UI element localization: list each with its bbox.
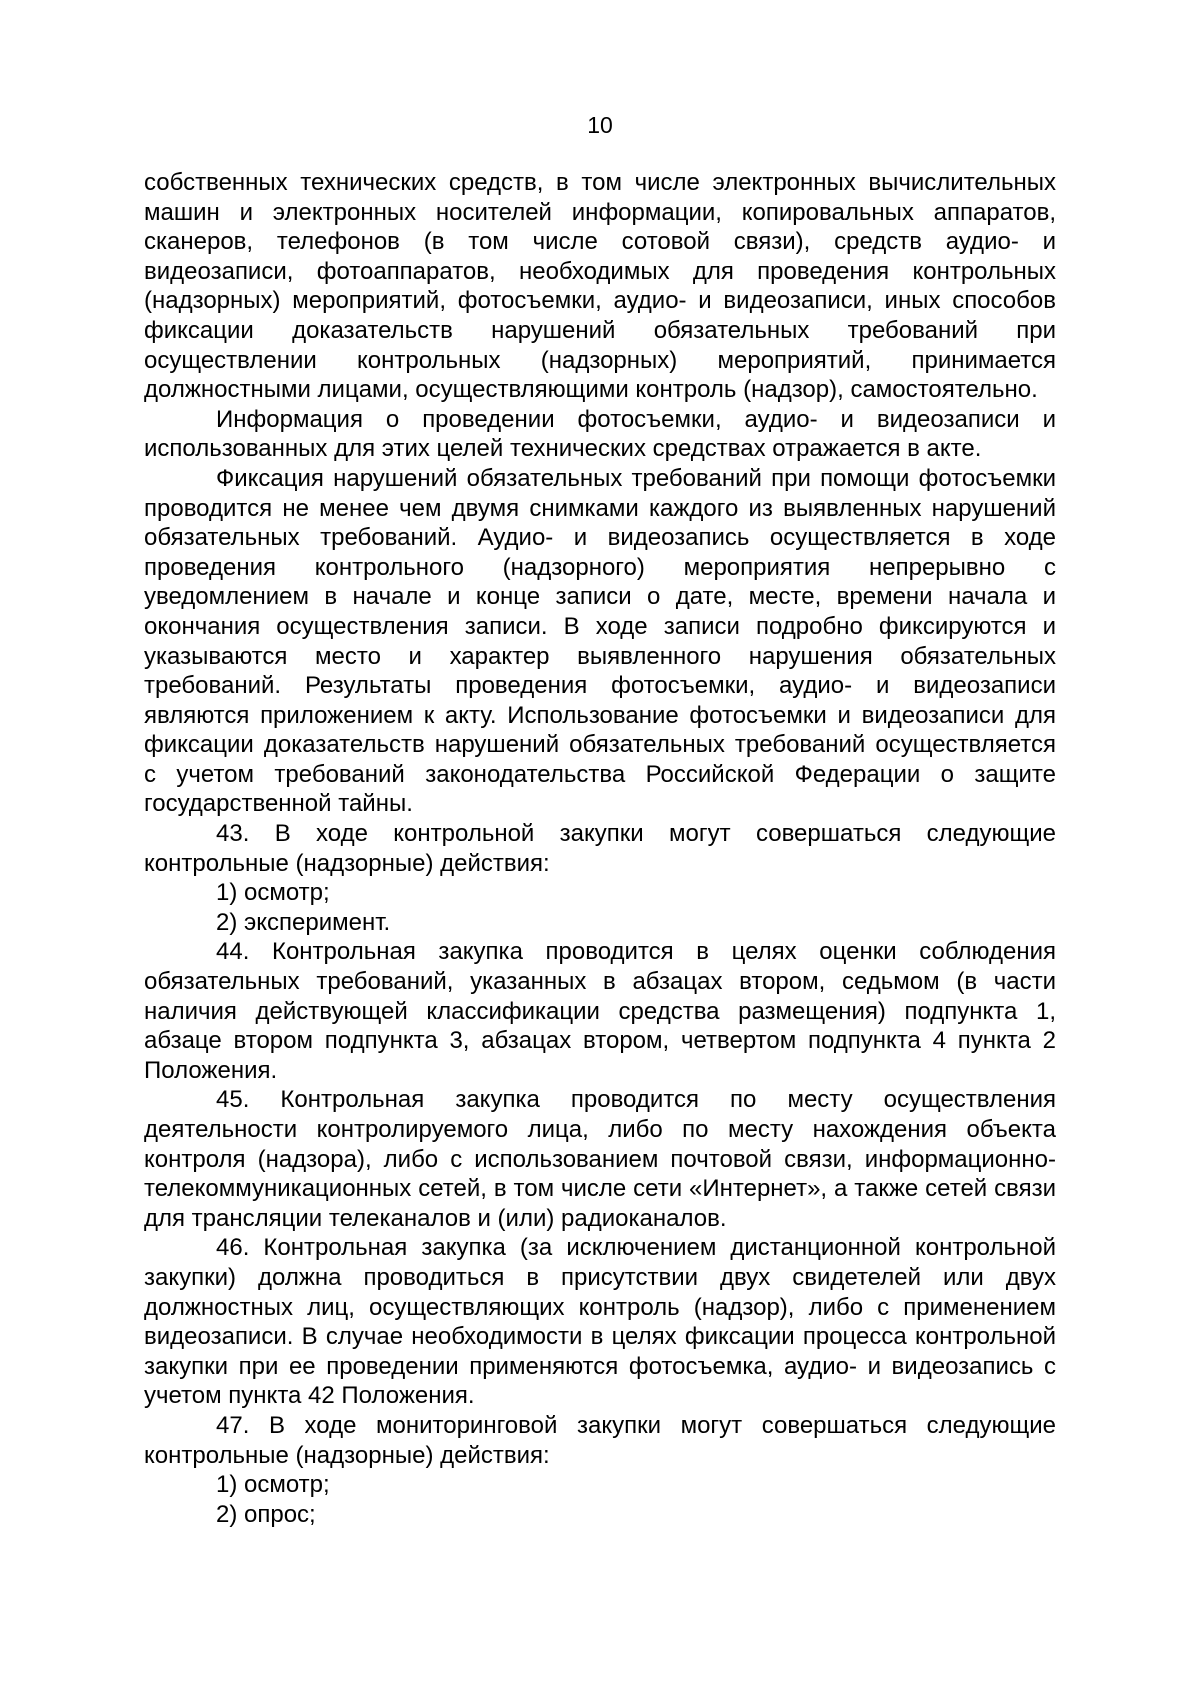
paragraph-item-46: 46. Контрольная закупка (за исключением дистанционной контрольной закупки) должна проводиться в присутствии двух свидетелей или двух должностных лиц, осуществляющих контроль (надзор), либо с применением видеозаписи. В случае необходимости в целях фиксации процесса контрольной закупки при ее проведении применяются фотосъемка, аудио- и видеозапись с учетом пункта 42 Положения. bbox=[144, 1234, 1056, 1410]
paragraph: Фиксация нарушений обязательных требований при помощи фотосъемки проводится не менее чем двумя снимками каждого из выявленных нарушений обязательных требований. Аудио- и видеозапись осуществляется в ходе проведения контрольного (надзорного) мероприятия непрерывно с уведомлением в начале и конце записи о дате, месте, времени начала и окончания осуществления записи. В ходе записи подробно фиксируются и указываются место и характер выявленного нарушения обязательных требований. Результаты проведения фотосъемки, аудио- и видеозаписи являются приложением к акту. Использование фотосъемки и видеозаписи для фиксации доказательств нарушений обязательных требований осуществляется с учетом требований законодательства Российской Федерации о защите государственной тайны. bbox=[144, 464, 1056, 818]
paragraph-continuation: собственных технических средств, в том числе электронных вычислительных машин и электронных носителей информации, копировальных аппаратов, сканеров, телефонов (в том числе сотовой связи), средств аудио- и видеозаписи, фотоаппаратов, необходимых для проведения контрольных (надзорных) мероприятий, фотосъемки, аудио- и видеозаписи, иных способов фиксации доказательств нарушений обязательных требований при осуществлении контрольных (надзорных) мероприятий, принимается должностными лицами, осуществляющими контроль (надзор), самостоятельно. bbox=[144, 169, 1056, 404]
list-item: 1) осмотр; bbox=[216, 879, 330, 907]
paragraph-item-44: 44. Контрольная закупка проводится в целях оценки соблюдения обязательных требований, указанных в абзацах втором, седьмом (в части наличия действующей классификации средства размещения) подпункта 1, абзаце втором подпункта 3, абзацах втором, четвертом подпункта 4 пункта 2 Положения. bbox=[144, 938, 1056, 1084]
document-body bbox=[144, 168, 1056, 1529]
paragraph-item-47: 47. В ходе мониторинговой закупки могут совершаться следующие контрольные (надзорные) действия: bbox=[144, 1411, 1056, 1469]
page-number: 10 bbox=[587, 112, 613, 138]
paragraph-item-43: 43. В ходе контрольной закупки могут совершаться следующие контрольные (надзорные) действия: bbox=[144, 820, 1056, 877]
paragraph: Информация о проведении фотосъемки, аудио- и видеозаписи и использованных для этих целей технических средствах отражается в акте. bbox=[144, 405, 1056, 463]
list-item: 2) эксперимент. bbox=[216, 908, 391, 936]
list-item: 1) осмотр; bbox=[216, 1471, 330, 1499]
paragraph-item-45: 45. Контрольная закупка проводится по месту осуществления деятельности контролируемого лица, либо по месту нахождения объекта контроля (надзора), либо с использованием почтовой связи, информационно-телекоммуникационных сетей, в том числе сети «Интернет», а также сетей связи для трансляции телеканалов и (или) радиоканалов. bbox=[144, 1086, 1056, 1232]
list-item: 2) опрос; bbox=[216, 1500, 316, 1528]
